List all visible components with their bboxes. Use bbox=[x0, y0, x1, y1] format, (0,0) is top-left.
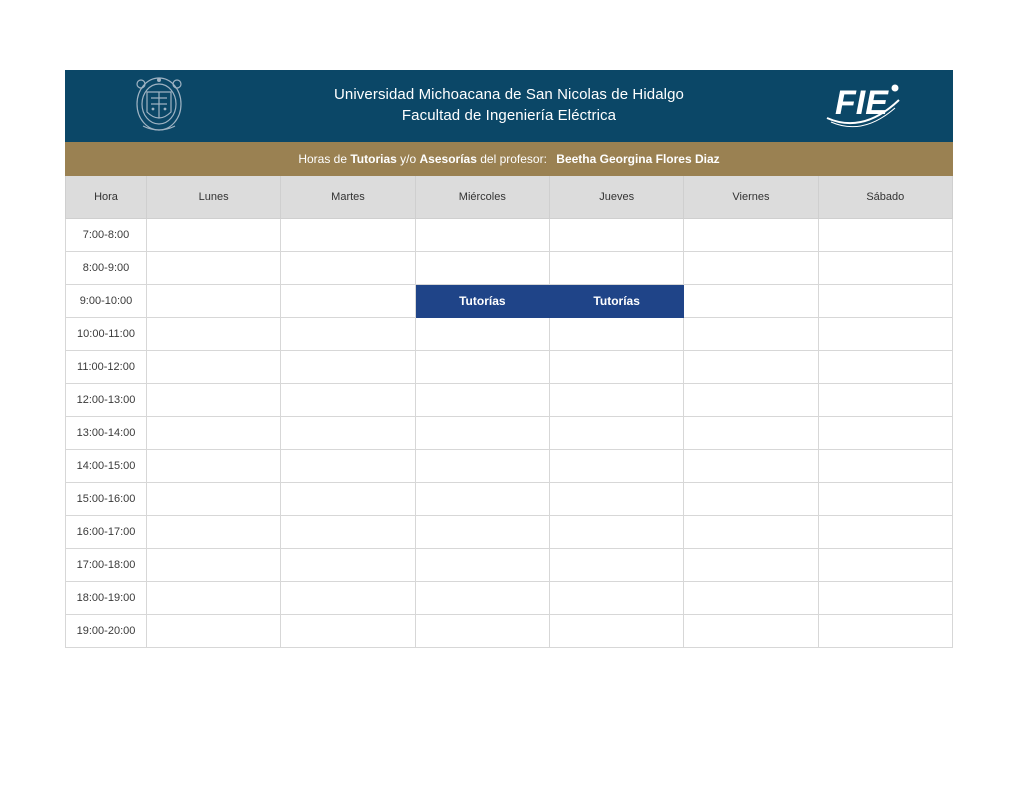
empty-slot bbox=[818, 351, 952, 384]
empty-slot bbox=[281, 516, 415, 549]
empty-slot bbox=[147, 582, 281, 615]
hour-cell: 11:00-12:00 bbox=[66, 351, 147, 384]
empty-slot bbox=[281, 483, 415, 516]
empty-slot bbox=[415, 384, 549, 417]
empty-slot bbox=[415, 450, 549, 483]
empty-slot bbox=[415, 417, 549, 450]
column-header-day: Jueves bbox=[549, 176, 683, 219]
empty-slot bbox=[818, 252, 952, 285]
empty-slot bbox=[415, 483, 549, 516]
professor-name: Beetha Georgina Flores Diaz bbox=[556, 152, 720, 166]
table-row bbox=[66, 582, 953, 615]
hour-cell: 15:00-16:00 bbox=[66, 483, 147, 516]
table-row bbox=[66, 483, 953, 516]
empty-slot bbox=[549, 549, 683, 582]
empty-slot bbox=[549, 351, 683, 384]
hour-cell: 17:00-18:00 bbox=[66, 549, 147, 582]
subbar-asesorias: Asesorías bbox=[419, 152, 477, 166]
empty-slot bbox=[818, 483, 952, 516]
empty-slot bbox=[281, 615, 415, 648]
empty-slot bbox=[818, 516, 952, 549]
empty-slot bbox=[684, 318, 818, 351]
empty-slot bbox=[281, 549, 415, 582]
tutoring-slot: Tutorías bbox=[415, 285, 549, 318]
empty-slot bbox=[415, 351, 549, 384]
column-header-day: Lunes bbox=[147, 176, 281, 219]
schedule-body bbox=[66, 219, 953, 648]
institution-banner bbox=[65, 70, 953, 142]
schedule-header-row bbox=[66, 176, 953, 219]
empty-slot bbox=[147, 417, 281, 450]
table-row bbox=[66, 549, 953, 582]
empty-slot bbox=[684, 582, 818, 615]
table-row bbox=[66, 285, 953, 318]
empty-slot bbox=[684, 615, 818, 648]
empty-slot bbox=[549, 417, 683, 450]
subbar-prefix: Horas de bbox=[298, 152, 348, 166]
empty-slot bbox=[818, 417, 952, 450]
table-row bbox=[66, 450, 953, 483]
empty-slot bbox=[415, 318, 549, 351]
empty-slot bbox=[818, 219, 952, 252]
column-header-day: Sábado bbox=[818, 176, 952, 219]
empty-slot bbox=[549, 384, 683, 417]
empty-slot bbox=[415, 219, 549, 252]
hour-cell: 9:00-10:00 bbox=[66, 285, 147, 318]
empty-slot bbox=[684, 252, 818, 285]
empty-slot bbox=[818, 384, 952, 417]
empty-slot bbox=[549, 219, 683, 252]
empty-slot bbox=[415, 582, 549, 615]
empty-slot bbox=[147, 549, 281, 582]
table-row bbox=[66, 219, 953, 252]
empty-slot bbox=[415, 615, 549, 648]
empty-slot bbox=[549, 483, 683, 516]
empty-slot bbox=[281, 417, 415, 450]
empty-slot bbox=[549, 615, 683, 648]
column-header-hora: Hora bbox=[66, 176, 147, 219]
empty-slot bbox=[684, 417, 818, 450]
hour-cell: 16:00-17:00 bbox=[66, 516, 147, 549]
empty-slot bbox=[818, 318, 952, 351]
empty-slot bbox=[818, 285, 952, 318]
empty-slot bbox=[549, 252, 683, 285]
table-row bbox=[66, 417, 953, 450]
empty-slot bbox=[818, 615, 952, 648]
empty-slot bbox=[818, 549, 952, 582]
hour-cell: 7:00-8:00 bbox=[66, 219, 147, 252]
institution-titles bbox=[65, 84, 953, 126]
empty-slot bbox=[281, 219, 415, 252]
empty-slot bbox=[684, 450, 818, 483]
empty-slot bbox=[281, 252, 415, 285]
empty-slot bbox=[549, 582, 683, 615]
hour-cell: 18:00-19:00 bbox=[66, 582, 147, 615]
column-header-day: Viernes bbox=[684, 176, 818, 219]
empty-slot bbox=[147, 351, 281, 384]
column-header-day: Martes bbox=[281, 176, 415, 219]
fie-logo-text: FIE bbox=[835, 84, 888, 122]
empty-slot bbox=[147, 285, 281, 318]
empty-slot bbox=[281, 318, 415, 351]
empty-slot bbox=[281, 450, 415, 483]
hour-cell: 10:00-11:00 bbox=[66, 318, 147, 351]
empty-slot bbox=[818, 582, 952, 615]
empty-slot bbox=[281, 384, 415, 417]
empty-slot bbox=[415, 549, 549, 582]
subbar-suffix: del profesor: bbox=[480, 152, 547, 166]
hour-cell: 19:00-20:00 bbox=[66, 615, 147, 648]
empty-slot bbox=[415, 516, 549, 549]
empty-slot bbox=[147, 483, 281, 516]
table-row bbox=[66, 384, 953, 417]
faculty-name: Facultad de Ingeniería Eléctrica bbox=[401, 107, 617, 124]
table-row bbox=[66, 318, 953, 351]
table-row bbox=[66, 615, 953, 648]
hour-cell: 12:00-13:00 bbox=[66, 384, 147, 417]
table-row bbox=[66, 516, 953, 549]
subbar-connector: y/o bbox=[400, 152, 417, 166]
empty-slot bbox=[281, 351, 415, 384]
schedule-table bbox=[65, 176, 953, 648]
empty-slot bbox=[684, 285, 818, 318]
empty-slot bbox=[549, 318, 683, 351]
hour-cell: 14:00-15:00 bbox=[66, 450, 147, 483]
schedule-sheet bbox=[65, 70, 953, 648]
empty-slot bbox=[147, 615, 281, 648]
empty-slot bbox=[684, 219, 818, 252]
subbar-tutorias: Tutorias bbox=[350, 152, 397, 166]
empty-slot bbox=[684, 351, 818, 384]
university-name: Universidad Michoacana de San Nicolas de Hidalgo bbox=[334, 86, 684, 103]
tutoring-slot: Tutorías bbox=[549, 285, 683, 318]
empty-slot bbox=[549, 516, 683, 549]
professor-bar bbox=[65, 142, 953, 176]
empty-slot bbox=[415, 252, 549, 285]
empty-slot bbox=[684, 384, 818, 417]
empty-slot bbox=[818, 450, 952, 483]
table-row bbox=[66, 252, 953, 285]
empty-slot bbox=[684, 483, 818, 516]
empty-slot bbox=[684, 516, 818, 549]
empty-slot bbox=[147, 384, 281, 417]
empty-slot bbox=[549, 450, 683, 483]
empty-slot bbox=[281, 582, 415, 615]
hour-cell: 8:00-9:00 bbox=[66, 252, 147, 285]
empty-slot bbox=[147, 450, 281, 483]
empty-slot bbox=[684, 549, 818, 582]
empty-slot bbox=[281, 285, 415, 318]
hour-cell: 13:00-14:00 bbox=[66, 417, 147, 450]
column-header-day: Miércoles bbox=[415, 176, 549, 219]
empty-slot bbox=[147, 516, 281, 549]
empty-slot bbox=[147, 252, 281, 285]
empty-slot bbox=[147, 318, 281, 351]
table-row bbox=[66, 351, 953, 384]
empty-slot bbox=[147, 219, 281, 252]
fie-logo-icon bbox=[823, 78, 903, 130]
